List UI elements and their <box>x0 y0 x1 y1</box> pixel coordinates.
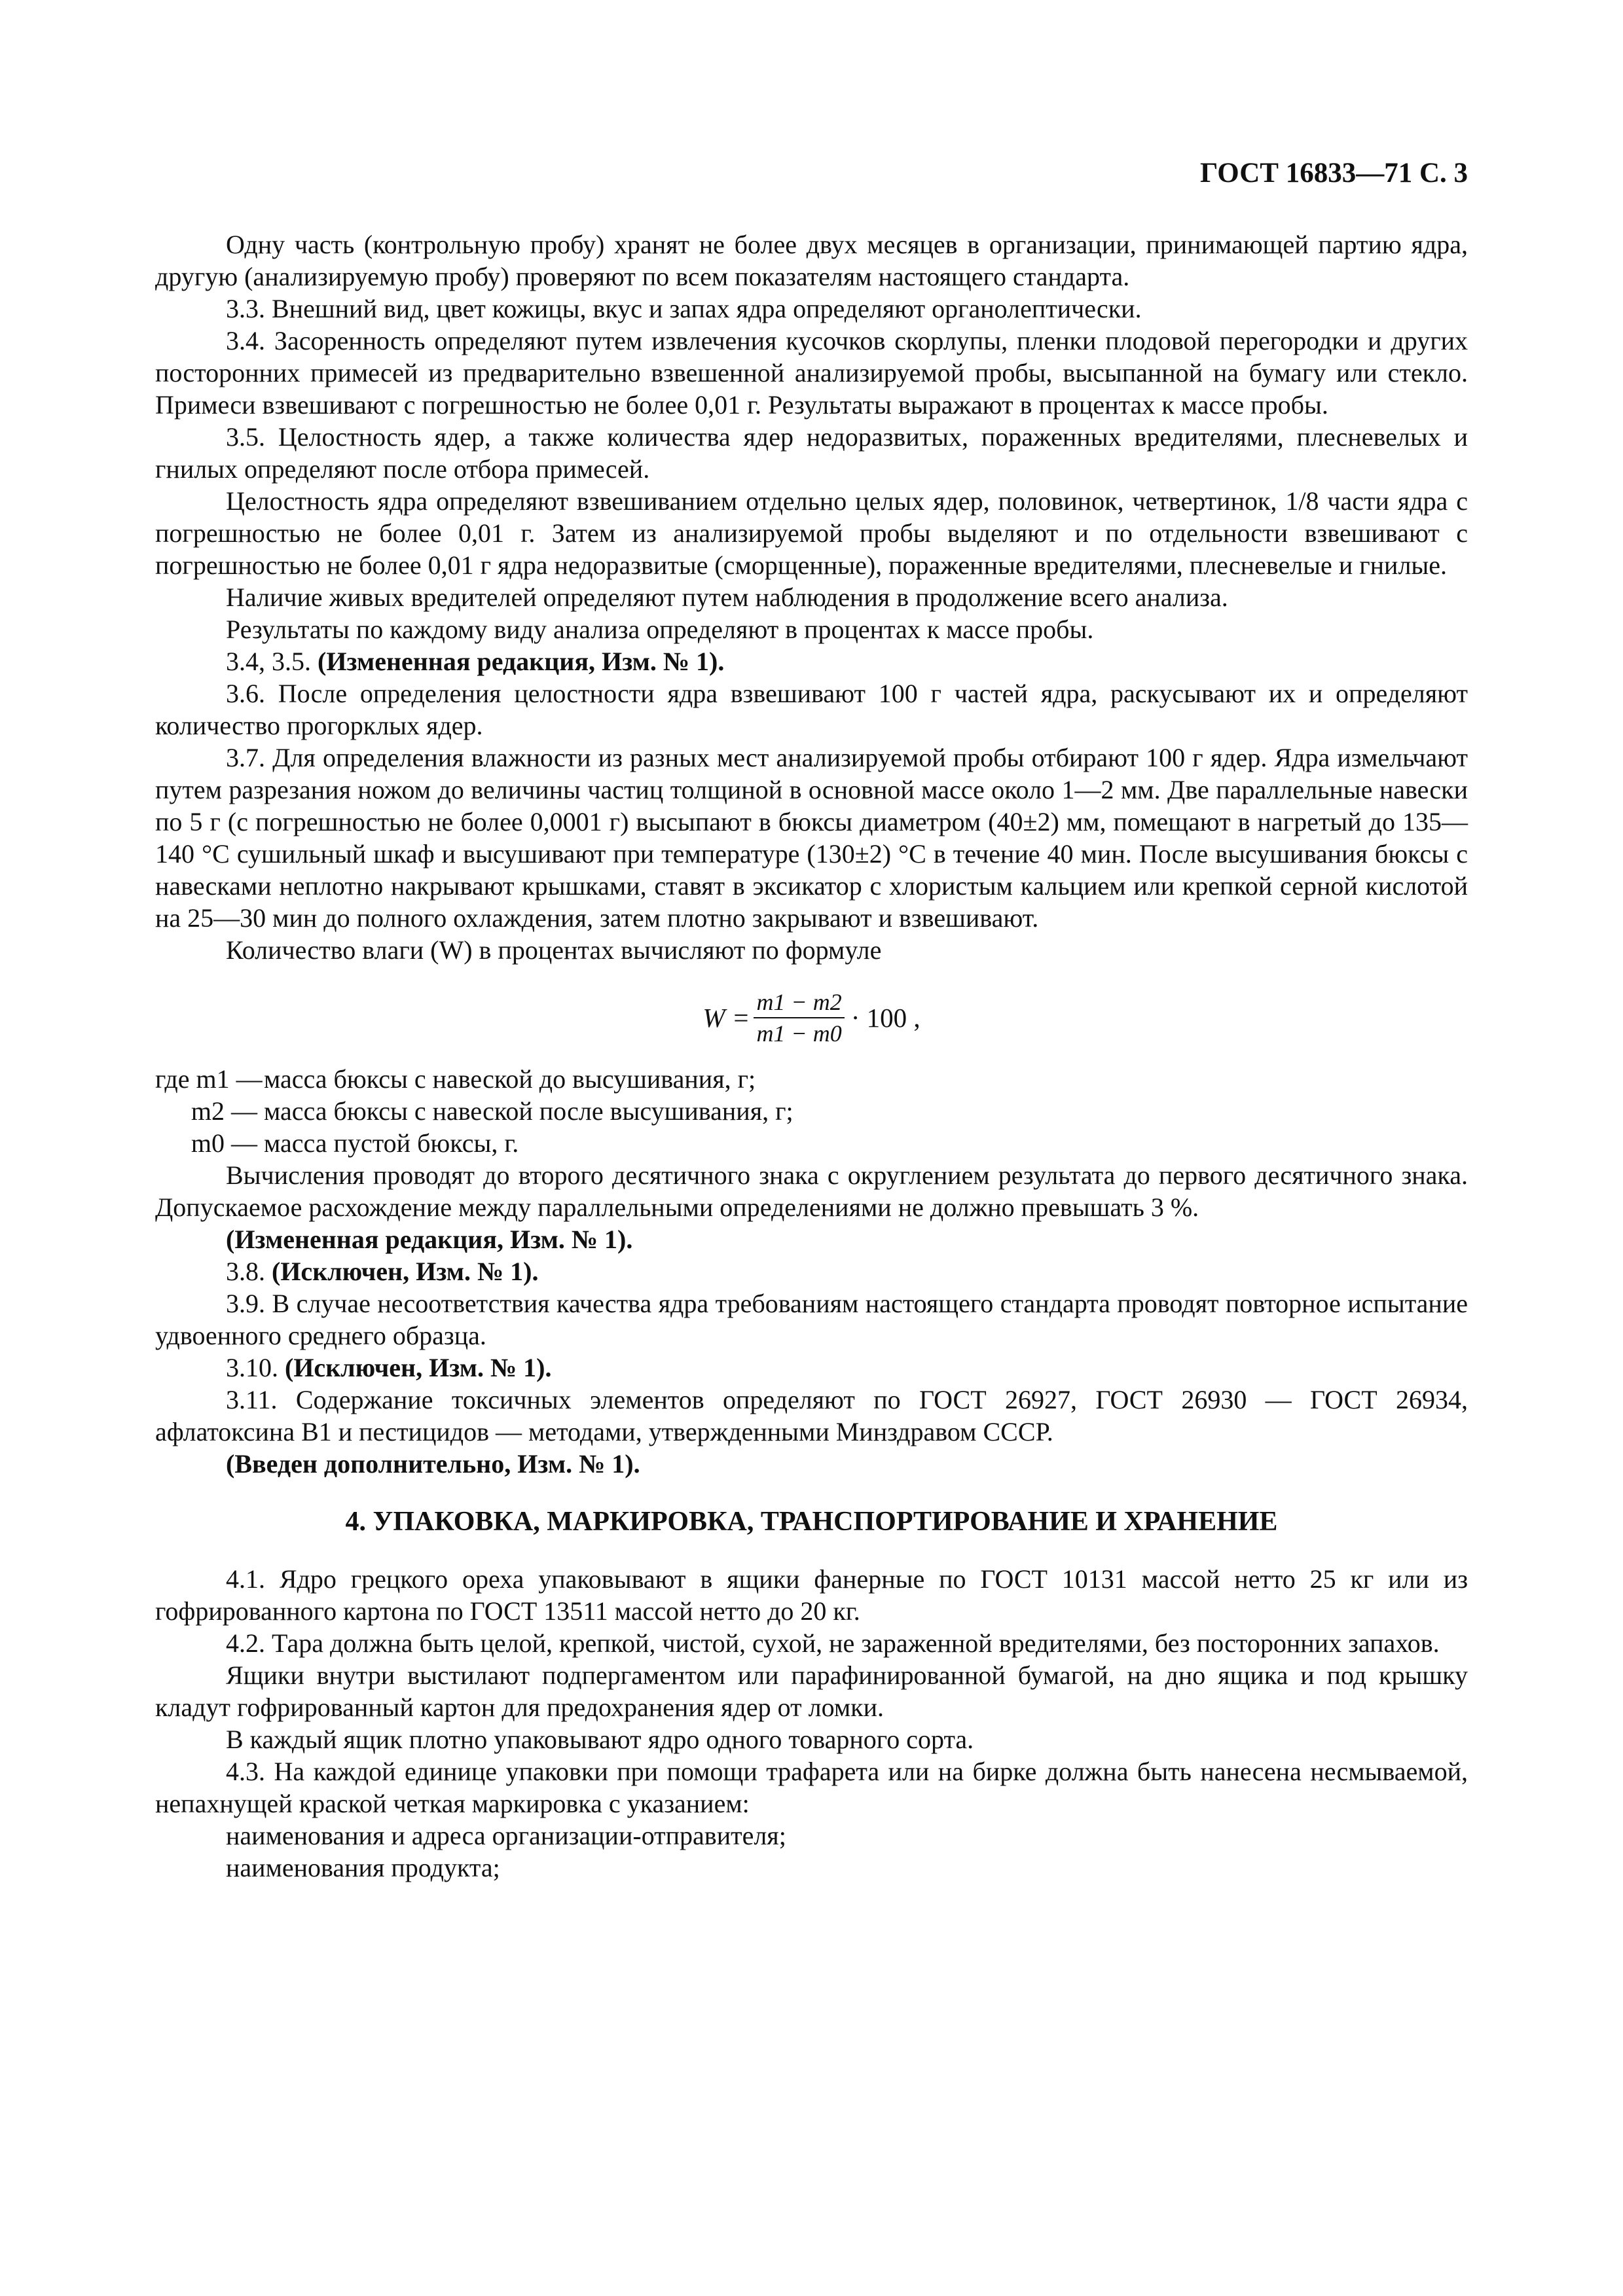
paragraph-3-5: 3.5. Целостность ядер, а также количества ядер недоразвитых, пораженных вредителями, плесневелых и гнилых определяют после отбора примесей. <box>155 422 1468 484</box>
clause-number: 3.8. <box>226 1257 265 1286</box>
paragraph-packing: В каждый ящик плотно упаковывают ядро одного товарного сорта. <box>226 1725 974 1754</box>
legend-symbol: m0 — <box>191 1128 257 1158</box>
paragraph-calculation: Вычисления проводят до второго десятичного знака с округлением результата до первого десятичного знака. Допускаемое расхождение между параллельными определениями не должно превышать 3 %. <box>155 1160 1468 1222</box>
paragraph-pests: Наличие живых вредителей определяют путем наблюдения в продолжение всего анализа. <box>226 583 1228 612</box>
formula-lhs: W = <box>702 1002 750 1033</box>
formula-denominator: m1 − m0 <box>756 1020 842 1047</box>
paragraph-results: Результаты по каждому виду анализа определяют в процентах к массе пробы. <box>226 615 1094 644</box>
formula-fraction <box>754 988 844 1047</box>
paragraph-4-3: 4.3. На каждой единице упаковки при помощи трафарета или на бирке должна быть нанесена несмываемой, непахнущей краской четкая маркировка с указанием: <box>155 1757 1468 1818</box>
paragraph-moisture-intro: Количество влаги (W) в процентах вычисляют по формуле <box>226 935 882 965</box>
paragraph-3-3: 3.3. Внешний вид, цвет кожицы, вкус и запах ядра определяют органолептически. <box>226 294 1142 323</box>
marking-item: наименования продукта; <box>226 1853 500 1882</box>
clause-status: (Исключен, Изм. № 1). <box>272 1257 539 1286</box>
paragraph-lining: Ящики внутри выстилают подпергаментом или парафинированной бумагой, на дно ящика и под крышку кладут гофрированный картон для предохранения ядер от ломки. <box>155 1660 1468 1722</box>
page-header: ГОСТ 16833—71 С. 3 <box>1199 158 1468 188</box>
paragraph-3-10 <box>155 1352 1468 1384</box>
paragraph: Одну часть (контрольную пробу) хранят не более двух месяцев в организации, принимающей партию ядра, другую (анализируемую пробу) проверяют по всем показателям настоящего стандарта. <box>155 230 1468 291</box>
legend-symbol: m2 — <box>191 1096 257 1126</box>
legend-text: масса пустой бюксы, г. <box>264 1128 519 1158</box>
legend-symbol: где m1 — <box>155 1064 263 1094</box>
paragraph-3-9: 3.9. В случае несоответствия качества ядра требованиям настоящего стандарта проводят повторное испытание удвоенного среднего образца. <box>155 1289 1468 1350</box>
formula-multiplier: · 100 , <box>850 1002 921 1033</box>
paragraph-3-11: 3.11. Содержание токсичных элементов определяют по ГОСТ 26927, ГОСТ 26930 — ГОСТ 26934, афлатоксина B1 и пестицидов — методами, утвержденными Минздравом СССР. <box>155 1385 1468 1446</box>
legend-row <box>155 1095 1468 1127</box>
paragraph-3-6: 3.6. После определения целостности ядра взвешивают 100 г частей ядра, раскусывают их и определяют количество прогорклых ядер. <box>155 679 1468 740</box>
paragraph-4-2: 4.2. Тара должна быть целой, крепкой, чистой, сухой, не зараженной вредителями, без посторонних запахов. <box>226 1628 1440 1658</box>
paragraph-3-8 <box>155 1255 1468 1287</box>
formula-numerator: m1 − m2 <box>754 988 844 1018</box>
legend-row <box>155 1127 1468 1159</box>
amendment-number: 3.4, 3.5. <box>226 647 311 676</box>
amendment-note-3-4-3-5 <box>155 645 1468 677</box>
moisture-formula <box>155 988 1468 1047</box>
legend-text: масса бюксы с навеской после высушивания, г; <box>264 1096 793 1126</box>
legend-text: масса бюксы с навеской до высушивания, г; <box>264 1064 756 1094</box>
marking-item: наименования и адреса организации-отправителя; <box>226 1821 786 1850</box>
section-4-title: 4. УПАКОВКА, МАРКИРОВКА, ТРАНСПОРТИРОВАНИЕ И ХРАНЕНИЕ <box>345 1507 1278 1537</box>
legend-row <box>155 1063 1468 1095</box>
paragraph-4-1: 4.1. Ядро грецкого ореха упаковывают в ящики фанерные по ГОСТ 10131 массой нетто 25 кг или из гофрированного картона по ГОСТ 13511 массой нетто до 20 кг. <box>155 1564 1468 1626</box>
amendment-note-3-7: (Измененная редакция, Изм. № 1). <box>226 1225 633 1254</box>
paragraph-3-4: 3.4. Засоренность определяют путем извлечения кусочков скорлупы, пленки плодовой перегородки и других посторонних примесей из предварительно взвешенной анализируемой пробы, высыпанной на бумагу или стекло. Примеси взвешивают с погрешностью не более 0,01 г. Результаты выражают в процентах к массе пробы. <box>155 326 1468 420</box>
paragraph-integrity: Целостность ядра определяют взвешиванием отдельно целых ядер, половинок, четвертинок, 1/8 части ядра с погрешностью не более 0,01 г. Затем из анализируемой пробы выделяют и по отдельности взвешивают с погрешностью не более 0,01 г ядра недоразвитые (сморщенные), пораженные вредителями, плесневелые и гнилые. <box>155 486 1468 580</box>
amendment-note-3-11: (Введен дополнительно, Изм. № 1). <box>226 1449 640 1479</box>
clause-number: 3.10. <box>226 1353 278 1382</box>
paragraph-3-7: 3.7. Для определения влажности из разных мест анализируемой пробы отбирают 100 г ядер. Ядра измельчают путем разрезания ножом до величины частиц толщиной в основной массе около 1—2 мм. Две параллельные навески по 5 г (с погрешностью не более 0,0001 г) высыпают в бюксы диаметром (40±2) мм, помещают в нагретый до 135—140 °С сушильный шкаф и высушивают при температуре (130±2) °С в течение 40 мин. После высушивания бюксы с навесками неплотно накрывают крышками, ставят в эксикатор с хлористым кальцием или крепкой серной кислотой на 25—30 мин до полного охлаждения, затем плотно закрывают и взвешивают. <box>155 743 1468 933</box>
formula-legend <box>155 1063 1468 1159</box>
amendment-text: (Измененная редакция, Изм. № 1). <box>318 647 725 676</box>
clause-status: (Исключен, Изм. № 1). <box>285 1353 552 1382</box>
